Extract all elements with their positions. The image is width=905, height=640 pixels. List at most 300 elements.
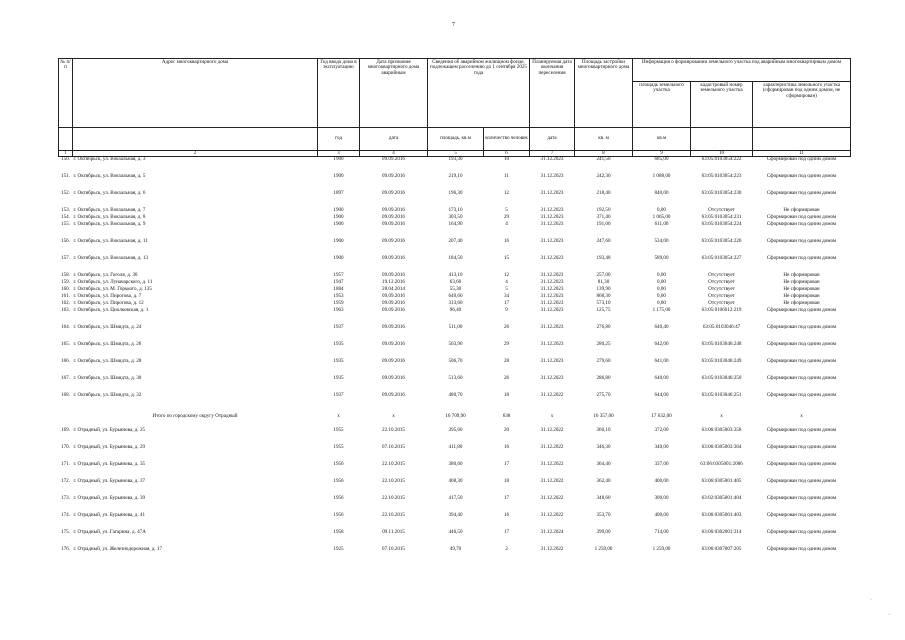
row-land-area: 640,40 (654, 324, 669, 331)
row-address: г. Октябрьск, ул. Шмидта, д. 24 (73, 324, 142, 331)
table-row (59, 342, 851, 359)
row-area: 303,50 (448, 214, 463, 221)
table-row (59, 513, 851, 530)
row-cadastral: Отсутствует (708, 286, 735, 293)
header-land-area: площадь земельного участка (633, 82, 691, 128)
row-cadastral: 63:05:0103054:227 (701, 255, 742, 262)
col-number: 6 (484, 151, 530, 157)
header-planned-date: Планируемая дата окончания переселения (530, 59, 575, 128)
row-planned-date: 31.12.2022 (540, 461, 564, 468)
row-address: г. Отрадный, ул. Бурьяновa, д. 41 (73, 512, 146, 519)
row-number: 153. (61, 207, 70, 214)
row-recognition-date: 09.09.2016 (382, 221, 405, 228)
row-built-area: 275,70 (596, 392, 611, 399)
row-built-area: 242,30 (596, 173, 611, 180)
row-number: 174. (61, 512, 70, 519)
row-year: 1955 (333, 427, 344, 434)
row-year: 1958 (333, 529, 344, 536)
total-cadastral: x (720, 413, 723, 420)
row-year: 1935 (333, 341, 344, 348)
row-characteristic: Сформирован под одним домом (766, 156, 837, 163)
row-address: г. Октябрьск, ул. Вокзальная, д. 5 (73, 173, 146, 180)
row-built-area: 362,40 (596, 478, 611, 485)
row-number: 157. (61, 255, 70, 262)
row-land-area: 400,00 (654, 478, 669, 485)
row-planned-date: 31.12.2023 (540, 300, 564, 307)
total-characteristic: x (800, 413, 803, 420)
row-land-area: 1 175,00 (652, 307, 671, 314)
row-built-area: 192,50 (596, 207, 611, 214)
unit-date: дата (360, 128, 428, 151)
row-area: 513,60 (448, 375, 463, 382)
row-planned-date: 31.12.2024 (540, 529, 564, 536)
row-year: 1884 (333, 286, 344, 293)
row-people: 2 (505, 546, 508, 553)
col-number: 9 (633, 151, 691, 157)
row-address: г. Октябрьск, ул. Вокзальная, д. 9 (73, 221, 146, 228)
row-characteristic: Сформирован под одним домом (766, 461, 837, 468)
row-address: г. Октябрьск, ул. Пирогова, д. 12 (73, 300, 144, 307)
row-land-area: 589,00 (654, 255, 669, 262)
row-characteristic: Сформирован под одним домом (766, 190, 837, 197)
row-address: г. Отрадный, ул. Бурьяновa, д. 35 (73, 461, 146, 468)
row-built-area: 139,90 (596, 286, 611, 293)
table-row (59, 530, 851, 547)
table-row (59, 325, 851, 342)
row-year: 1956 (333, 512, 344, 519)
row-people: 34 (503, 293, 510, 300)
row-year: 1900 (333, 221, 344, 228)
row-area: 480,70 (448, 392, 463, 399)
row-land-area: 340,00 (654, 444, 669, 451)
row-area: 394,40 (448, 512, 463, 519)
row-area: 417,50 (448, 495, 463, 502)
total-planned-date: x (550, 413, 554, 420)
row-cadastral: Отсутствует (708, 293, 735, 300)
row-number: 152. (61, 190, 70, 197)
row-area: 96,40 (449, 307, 462, 314)
row-cadastral: Отсутствует (708, 300, 735, 307)
row-address: г. Отрадный, ул. Бурьяновa, д. 39 (73, 495, 146, 502)
row-recognition-date: 09.09.2016 (382, 207, 405, 214)
row-planned-date: 31.12.2023 (540, 279, 564, 286)
header-cadastral: кадастровый номер земельного участка (691, 82, 753, 128)
row-planned-date: 31.12.2023 (540, 324, 564, 331)
row-address: г. Октябрьск, ул. Гоголя, д. 30 (73, 272, 138, 279)
row-people: 16 (503, 444, 510, 451)
row-cadastral: 63:06:0302001:314 (701, 529, 742, 536)
row-recognition-date: 07.10.2015 (382, 546, 405, 553)
row-number: 164. (61, 324, 70, 331)
row-area: 413,10 (448, 272, 463, 279)
row-characteristic: Сформирован под одним домом (766, 307, 837, 314)
row-year: 1956 (333, 478, 344, 485)
row-planned-date: 31.12.2022 (540, 512, 564, 519)
row-people: 16 (503, 238, 510, 245)
row-area: 640,60 (448, 293, 463, 300)
row-recognition-date: 22.10.2015 (382, 461, 405, 468)
row-characteristic: Не сформирован (783, 300, 820, 307)
row-recognition-date: 22.10.2015 (382, 478, 405, 485)
row-number: 156. (61, 238, 70, 245)
row-people: 18 (503, 392, 510, 399)
row-land-area: 0,00 (657, 293, 666, 300)
header-fund-info: Сведения об аварийном жилищном фонде, подлежащем расселению до 1 сентября 2025 года (428, 59, 530, 128)
unit-people: количество человек (484, 128, 530, 151)
row-address: г. Октябрьск, ул. Вокзальная, д. 3 (73, 156, 146, 163)
col-number: 8 (575, 151, 633, 157)
row-characteristic: Сформирован под одним домом (766, 341, 837, 348)
row-year: 1947 (333, 279, 344, 286)
row-planned-date: 31.12.2023 (540, 221, 564, 228)
row-recognition-date: 22.10.2015 (382, 495, 405, 502)
total-row (59, 410, 851, 428)
col-number: 11 (753, 151, 851, 157)
row-recognition-date: 28.04.2014 (382, 286, 405, 293)
row-characteristic: Сформирован под одним домом (766, 358, 837, 365)
row-characteristic: Не сформирован (783, 293, 820, 300)
row-people: 29 (503, 341, 510, 348)
row-cadastral: 63:05:0106012:219 (701, 307, 742, 314)
total-label: Итого по городскому округу Отрадный (152, 413, 238, 420)
header-num: № п/п (59, 59, 73, 128)
margin-mark: · (888, 612, 890, 618)
row-cadastral: 63:05:0103046:250 (701, 375, 742, 382)
table-row (59, 222, 851, 239)
row-area: 164,90 (448, 221, 463, 228)
col-number: 10 (691, 151, 753, 157)
row-cadastral: 63:05:0103046:248 (701, 341, 742, 348)
row-characteristic: Не сформирован (783, 279, 820, 286)
row-year: 1956 (333, 461, 344, 468)
row-cadastral: 63:06:0307007:205 (701, 546, 742, 553)
row-built-area: 241,50 (596, 156, 611, 163)
row-cadastral: 63:06:0305003:364 (701, 444, 742, 451)
row-area: 380,60 (448, 461, 463, 468)
row-characteristic: Сформирован под одним домом (766, 238, 837, 245)
row-recognition-date: 22.10.2015 (382, 427, 405, 434)
row-cadastral: 63:05:0103054:230 (701, 190, 742, 197)
row-characteristic: Сформирован под одним домом (766, 324, 837, 331)
row-recognition-date: 09.09.2016 (382, 300, 405, 307)
row-built-area: 257,00 (596, 272, 611, 279)
row-cadastral: Отсутствует (708, 272, 735, 279)
row-built-area: 280,25 (596, 341, 611, 348)
row-number: 176. (61, 546, 70, 553)
row-planned-date: 31.12.2023 (540, 190, 564, 197)
row-year: 1953 (333, 293, 344, 300)
row-year: 1900 (333, 207, 344, 214)
row-people: 16 (503, 512, 510, 519)
row-land-area: 685,00 (654, 156, 669, 163)
row-cadastral: 63:05:0103046:47 (702, 324, 741, 331)
row-year: 1925 (333, 546, 344, 553)
row-people: 12 (503, 272, 510, 279)
row-recognition-date: 09.09.2016 (382, 156, 405, 163)
row-number: 165. (61, 341, 70, 348)
row-address: г. Отрадный, ул. Железнодорожная, д. 17 (73, 546, 163, 553)
row-area: 511,00 (448, 324, 463, 331)
row-year: 1959 (333, 300, 344, 307)
row-area: 506,70 (448, 358, 463, 365)
row-number: 170. (61, 444, 70, 451)
row-land-area: 1 065,00 (652, 214, 671, 221)
row-land-area: 337,00 (654, 461, 669, 468)
row-characteristic: Сформирован под одним домом (766, 546, 837, 553)
row-land-area: 0,00 (657, 207, 666, 214)
row-address: г. Отрадный, ул. Гагарина, д. 47А (73, 529, 146, 536)
row-year: 1900 (333, 255, 344, 262)
row-number: 151. (61, 173, 70, 180)
row-area: 63,60 (449, 279, 462, 286)
row-area: 411,80 (448, 444, 463, 451)
row-recognition-date: 09.09.2016 (382, 238, 405, 245)
row-year: 1900 (333, 238, 344, 245)
row-planned-date: 31.12.2023 (540, 293, 564, 300)
header-built-area: Площадь застройки многоквартирного дома (575, 59, 633, 128)
row-number: 166. (61, 358, 70, 365)
row-people: 26 (503, 375, 510, 382)
row-year: 1897 (333, 190, 344, 197)
table-row (59, 359, 851, 376)
row-planned-date: 31.12.2023 (540, 238, 564, 245)
row-people: 17 (503, 461, 510, 468)
total-spacer (59, 410, 73, 428)
row-year: 1957 (333, 272, 344, 279)
row-characteristic: Сформирован под одним домом (766, 512, 837, 519)
row-land-area: 714,00 (654, 529, 669, 536)
row-planned-date: 31.12.2022 (540, 392, 564, 399)
header-land-info: Информация о формировании земельного участка под аварийным многоквартирным домом (633, 59, 851, 82)
row-cadastral: 63:06:0305001:405 (701, 478, 742, 485)
row-number: 162. (61, 300, 70, 307)
col-number: 1 (59, 151, 73, 157)
row-number: 173. (61, 495, 70, 502)
table-row (59, 547, 851, 564)
row-people: 18 (503, 478, 510, 485)
unit-empty (73, 128, 318, 151)
row-land-area: 0,00 (657, 279, 666, 286)
row-area: 207,40 (448, 238, 463, 245)
row-planned-date: 31.12.2023 (540, 307, 564, 314)
row-recognition-date: 09.09.2016 (382, 214, 405, 221)
unit-year: год (318, 128, 360, 151)
row-year: 1956 (333, 495, 344, 502)
row-number: 159. (61, 279, 70, 286)
row-built-area: 360,10 (596, 427, 611, 434)
row-address: г. Октябрьск, ул. Вокзальная, д. 6 (73, 190, 146, 197)
row-people: 5 (505, 207, 508, 214)
row-address: г. Октябрьск, ул. Вокзальная, д. 7 (73, 207, 146, 214)
row-cadastral: 63:05:0103054:222 (701, 156, 742, 163)
row-land-area: 641,00 (654, 358, 669, 365)
row-land-area: 300,00 (654, 495, 669, 502)
row-built-area: 346,30 (596, 444, 611, 451)
row-planned-date: 31.12.2022 (540, 495, 564, 502)
row-land-area: 400,00 (654, 512, 669, 519)
table-row (59, 376, 851, 393)
row-year: 1937 (333, 392, 344, 399)
total-people: 638 (502, 413, 511, 420)
row-address: г. Октябрьск, ул. Шмидта, д. 28 (73, 358, 142, 365)
row-land-area: 534,00 (654, 238, 669, 245)
col-number: 4 (360, 151, 428, 157)
row-people: 10 (503, 156, 510, 163)
row-people: 29 (503, 214, 510, 221)
row-characteristic: Сформирован под одним домом (766, 173, 837, 180)
row-address: г. Октябрьск, ул. Шмидта, д. 26 (73, 341, 142, 348)
row-recognition-date: 09.09.2016 (382, 190, 405, 197)
row-land-area: 0,00 (657, 272, 666, 279)
row-number: 167. (61, 375, 70, 382)
row-characteristic: Сформирован под одним домом (766, 529, 837, 536)
row-people: 5 (505, 286, 508, 293)
row-number: 158. (61, 272, 70, 279)
table-row (59, 496, 851, 513)
header-year: Год ввода дома в эксплуатацию (318, 59, 360, 128)
row-recognition-date: 09.11.2015 (382, 529, 405, 536)
row-area: 196,30 (448, 190, 463, 197)
row-number: 172. (61, 478, 70, 485)
row-characteristic: Сформирован под одним домом (766, 392, 837, 399)
row-year: 1963 (333, 307, 344, 314)
row-year: 1900 (333, 173, 344, 180)
row-recognition-date: 09.09.2016 (382, 173, 405, 180)
table-row (59, 256, 851, 273)
row-planned-date: 31.12.2023 (540, 255, 564, 262)
row-address: г. Октябрьск, ул. Шмидта, д. 32 (73, 392, 142, 399)
row-land-area: 840,00 (654, 190, 669, 197)
row-cadastral: 63:05:0103054:224 (701, 221, 742, 228)
row-area: 49,70 (449, 546, 462, 553)
row-characteristic: Не сформирован (783, 286, 820, 293)
row-characteristic: Сформирован под одним домом (766, 444, 837, 451)
row-number: 154. (61, 214, 70, 221)
total-built-area: 16 357,00 (593, 413, 614, 420)
row-cadastral: 63:05:0103046:249 (701, 358, 742, 365)
col-number: 2 (73, 151, 318, 157)
row-planned-date: 31.12.2023 (540, 214, 564, 221)
row-built-area: 399,00 (596, 529, 611, 536)
row-year: 1900 (333, 214, 344, 221)
row-area: 55,30 (449, 286, 462, 293)
row-built-area: 1 259,00 (594, 546, 613, 553)
row-people: 15 (503, 255, 510, 262)
row-year: 1900 (333, 156, 344, 163)
row-characteristic: Сформирован под одним домом (766, 214, 837, 221)
header-address: Адрес многоквартирного дома (73, 59, 318, 128)
row-land-area: 611,00 (654, 221, 669, 228)
row-land-area: 1 259,00 (652, 546, 671, 553)
unit-sqm2: кв.м (633, 128, 691, 151)
row-address: г. Октябрьск, ул. Вокзальная, д. 13 (73, 255, 148, 262)
row-recognition-date: 09.09.2016 (382, 255, 405, 262)
row-recognition-date: 09.09.2016 (382, 324, 405, 331)
row-people: 20 (503, 427, 510, 434)
row-planned-date: 31.12.2023 (540, 207, 564, 214)
unit-date2: дата (530, 128, 575, 151)
row-year: 1955 (333, 444, 344, 451)
row-recognition-date: 09.09.2016 (382, 293, 405, 300)
row-recognition-date: 09.09.2016 (382, 392, 405, 399)
row-number: 161. (61, 293, 70, 300)
row-area: 193,30 (448, 156, 463, 163)
row-recognition-date: 09.09.2016 (382, 272, 405, 279)
row-built-area: 218,40 (596, 190, 611, 197)
table-row (59, 462, 851, 479)
col-number: 7 (530, 151, 575, 157)
row-planned-date: 31.12.2023 (540, 286, 564, 293)
row-planned-date: 31.12.2023 (540, 341, 564, 348)
row-area: 173,10 (448, 207, 463, 214)
row-built-area: 371,40 (596, 214, 611, 221)
row-land-area: 372,00 (654, 427, 669, 434)
row-characteristic: Не сформирован (783, 272, 820, 279)
row-cadastral: Отсутствует (708, 207, 735, 214)
row-built-area: 348,60 (596, 495, 611, 502)
row-area: 313,60 (448, 300, 463, 307)
row-cadastral: 63:02:0305001:404 (701, 495, 742, 502)
unit-empty (59, 128, 73, 151)
row-people: 12 (503, 190, 510, 197)
row-number: 171. (61, 461, 70, 468)
header-characteristic: характеристика земельного участка (сформирован под одним домом, не сформирован) (753, 82, 851, 128)
row-year: 1935 (333, 358, 344, 365)
row-people: 17 (503, 300, 510, 307)
row-address: г. Отрадный, ул. Бурьяновa, д. 37 (73, 478, 146, 485)
table-row (59, 157, 851, 175)
row-planned-date: 31.12.2022 (540, 444, 564, 451)
row-recognition-date: 09.09.2016 (382, 341, 405, 348)
unit-sqm: кв. м (575, 128, 633, 151)
row-characteristic: Сформирован под одним домом (766, 255, 837, 262)
row-built-area: 364,40 (596, 461, 611, 468)
row-built-area: 868,30 (596, 293, 611, 300)
row-number: 169. (61, 427, 70, 434)
row-address: г. Октябрьск, ул. Вокзальная, д. 11 (73, 238, 148, 245)
row-cadastral: Отсутствует (708, 279, 735, 286)
table-row (59, 239, 851, 256)
row-characteristic: Сформирован под одним домом (766, 478, 837, 485)
margin-mark: · (870, 597, 872, 603)
col-number: 5 (428, 151, 484, 157)
row-planned-date: 31.12.2023 (540, 358, 564, 365)
col-number: 3 (318, 151, 360, 157)
row-people: 11 (504, 173, 509, 180)
row-built-area: 353,70 (596, 512, 611, 519)
row-cadastral: 63:05:0103054:226 (701, 238, 742, 245)
row-number: 160. (61, 286, 70, 293)
row-cadastral: 63:05:0103054:223 (701, 173, 742, 180)
row-people: 4 (505, 279, 508, 286)
row-cadastral: 63:06:0305001:2086 (700, 461, 743, 468)
row-built-area: 191,00 (596, 221, 611, 228)
row-built-area: 247,60 (596, 238, 611, 245)
row-recognition-date: 09.09.2016 (382, 358, 405, 365)
row-area: 503,90 (448, 341, 463, 348)
page-number: 7 (452, 22, 455, 28)
row-area: 446,50 (448, 529, 463, 536)
header-recognition-date: Дата признания многоквартирного дома аварийным (360, 59, 428, 128)
row-cadastral: 63:05:0103054:231 (701, 214, 742, 221)
unit-area: площадь, кв.м (428, 128, 484, 151)
table-row (59, 479, 851, 496)
row-address: г. Октябрьск, ул. Шмидта, д. 30 (73, 375, 142, 382)
row-built-area: 193,48 (596, 255, 611, 262)
row-recognition-date: 09.09.2016 (382, 307, 405, 314)
unit-empty (691, 128, 753, 151)
row-planned-date: 31.12.2023 (540, 173, 564, 180)
